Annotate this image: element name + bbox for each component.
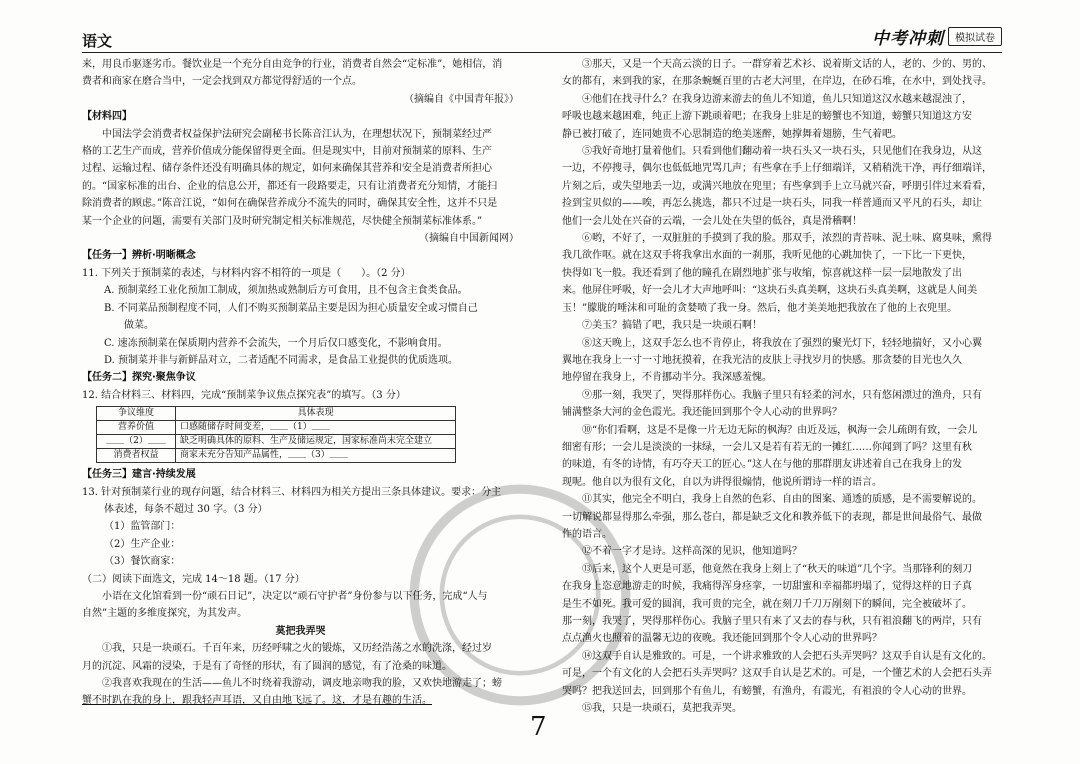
text-line: ⑮我，只是一块顽石，莫把我弄哭。 [582, 703, 742, 715]
text-line: A. 预制菜经工业化预加工制成，须加热或熟制后方可食用，且不包含主食类食品。 [104, 285, 468, 297]
table-row [97, 449, 456, 463]
table-cell: 口感随储存时间变差，＿＿（1）＿＿ [176, 421, 456, 435]
text-line: ⑤我好奇地打量着他们。只看到他们翻动着一块石头又一块石头，只见他们在我身边，从这 [582, 146, 982, 158]
text-line: 那一刻，我哭了，哭得那样伤心。我脑子里只有来了又去的春与秋，只有祖浪翻飞的两岸，只有 [562, 616, 982, 627]
text-line: 自然”主题的多维度探究，为其发声。 [82, 608, 248, 620]
text-line: （摘编自中国新闻网） [419, 233, 519, 245]
text-line: 铺满整条大河的金色霞光。我还能回到那个令人心动的世界吗？ [562, 407, 842, 419]
text-line: （3）餐饮商家： [104, 556, 181, 568]
text-line: 捡到宝贝似的——唉，再怎么挑选，都只不过是一块石头，同我一样普通而又平凡的石头，却让 [562, 198, 982, 210]
text-line: 作的语言。 [562, 528, 612, 540]
text-line: 11. 下列关于预制菜的表述，与材料内容不相符的一项是（ ）。（2 分） [82, 267, 411, 279]
text-line: （2）生产企业： [104, 538, 181, 550]
text-line: ⑩“你们看啊，这是不是像一片无边无际的枫海？由近及远，枫海一会儿疏朗有致，一会儿 [582, 424, 978, 436]
text-line: ⑥哟，不好了，一双脏脏的手摸到了我的脸。那双手，浓烈的青苔味、泥土味、腐臭味，熏得 [582, 233, 992, 245]
text-line: ⑫不着一字才是诗。这样高深的见识，他知道吗？ [582, 546, 802, 558]
text-line: 月的沉淀、风霜的浸染，于是有了奇怪的形状，有了圆润的感觉，有了沧桑的味道。 [82, 660, 452, 672]
text-line: 快得如飞一般。我还看到了他的瞳孔在剧烈地扩张与收缩，惊喜就这样一层一层地散发了出 [562, 267, 962, 279]
text-line: 女的都有，来到我的家，在那条蜿蜒百里的古老大河里，在岸边，在砂石堆，在水中，到处找寻。 [562, 76, 992, 88]
brand-header [872, 24, 1002, 49]
text-line: 的。“国家标准的出台、企业的信息公开，都还有一段路要走，只有让消费者充分知情，才能扫 [82, 180, 498, 192]
text-line: （二）阅读下面选文，完成 14～18 题。（17 分） [82, 573, 305, 585]
dispute-table [96, 406, 456, 463]
text-line: 来。他屏住呼吸，好一会儿才大声地呼叫：“这块石头真美啊，这块石头真美啊，这就是人间美 [562, 285, 978, 297]
text-line: ⑨那一刻，我哭了，哭得那样伤心。我脑子里只有轻柔的河水，只有悠闲漂过的渔舟，只有 [582, 389, 982, 401]
table-header-cell: 争议维度 [97, 407, 176, 421]
text-line: 小语在文化馆看到一份“顽石日记”，决定以“顽石守护者”身份参与以下任务，完成“人与 [102, 590, 488, 602]
text-line: 【任务二】探究·聚焦争议 [82, 372, 196, 384]
text-line: 细密有形；一会儿是淡淡的一抹绿，一会儿又是若有若无的一摊红……你闻到了吗？这里有秋 [562, 441, 972, 453]
text-line: ⑦美玉？搞错了吧，我只是一块顽石啊！ [582, 320, 762, 332]
text-line: 呼吸也越来越困难，纯正上游下跳顽着吧；在我身上驻足的螃蟹也不知道，螃蟹只知道这方安 [562, 111, 972, 123]
brand-name: 中考冲刺 [872, 29, 944, 49]
right-text-block [562, 56, 1000, 717]
text-line: 地停留在我身上，不肯挪动半分。我深感羞愧。 [562, 372, 772, 384]
subject-label: 语文 [82, 32, 113, 50]
left-text-block [82, 56, 519, 404]
text-line: 哭吗？把我送回去，回到那个有鱼儿，有螃蟹，有渔舟，有霞光，有祖浪的令人心动的世界。 [562, 685, 972, 697]
page-number: 7 [530, 712, 547, 742]
right-column [562, 56, 1000, 717]
text-line: 格的工艺生产而成，营养价值成分能保留得更全面。但是现实中，目前对预制菜的原料、生产 [82, 146, 492, 158]
text-line: 做菜。 [124, 320, 154, 332]
text-line: B. 不同菜品预制程度不同，人们不购买预制菜品主要是因为担心质量安全或习惯自己 [104, 302, 478, 314]
text-line: 点点渔火也照着的温馨无边的夜晚。我还能回到那个令人心动的世界吗？ [562, 633, 882, 645]
table-cell: ＿＿（2）＿＿ [97, 435, 176, 449]
text-line: ⑧这天晚上，这双手怎么也不肯停止，将我放在了强烈的聚光灯下，轻轻地揣好，又小心翼 [582, 337, 982, 349]
text-line: 来，用良币驱逐劣币。餐饮业是一个充分自由竞争的行业，消费者自然会“定标准”，她相信，消 [82, 59, 503, 70]
text-line: 在我身上恣意地游走的时候，我痛得浑身痉挛，一切甜蜜和幸福都坍塌了，觉得这样的日子真 [562, 581, 972, 593]
header-rule [82, 52, 1002, 53]
text-line: 一边，不停搜寻，偶尔也低低地咒骂几声；有些拿在手上仔细端详，又稍稍洗干净，再仔细端详， [562, 163, 992, 175]
text-line: 我几欲作呕。就在这双手将我拿出水面的一刹那，我听见他的心跳加快了，一下比一下更快， [562, 250, 972, 262]
text-line: 【任务一】辨析·明晰概念 [82, 250, 196, 262]
text-line: 除消费者的顾虑。”陈音江说，“如何在确保营养成分不流失的同时，确保其安全性，这并不只是 [82, 198, 498, 210]
table-header-cell: 具体表现 [176, 407, 456, 421]
text-line: ②我喜欢我现在的生活——鱼儿不时绕着我游动，调皮地亲吻我的脸，又欢快地游走了；螃 [102, 678, 502, 689]
text-line: 一切解说都显得那么牵强，那么苍白，都是缺乏文化和教养低下的表现，都是世间最俗气、最做 [562, 511, 982, 523]
text-line: ③那天，又是一个天高云淡的日子。一群穿着艺术衫、说着斯文话的人，老的、少的、男的、 [582, 59, 992, 70]
text-line: 的味道，有冬的诗情，有巧夺天工的匠心。”这人在与他的那群朋友讲述着自己在我身上的发 [562, 459, 963, 471]
text-line: （1）监管部门： [104, 521, 181, 533]
text-line: 现呢。他自以为很有文化，自以为讲得很煽情，他说所谓诗一样的语言。 [562, 476, 882, 488]
text-line: 13. 针对预制菜行业的现存问题，结合材料三、材料四为相关方提出三条具体建议。要求：分主 [82, 486, 502, 498]
text-line: 是生不如死。我可爱的圆润，我可贵的完全，就在刻刀千刀万剐刻下的瞬间，完全被破坏了。 [562, 598, 972, 610]
left-text-block-2 [82, 466, 519, 710]
text-line: ⑭这双手自认是雅致的。可是，一个讲求雅致的人会把石头弄哭吗？这双手自认是有文化的。 [582, 650, 992, 662]
table-row [97, 421, 456, 435]
text-line: 他们一会儿处在兴奋的云端，一会儿处在失望的低谷，真是滑稽啊！ [562, 215, 862, 227]
table-cell: 缺乏明确具体的原料、生产及储运规定，国家标准尚未完全建立 [176, 435, 456, 449]
text-line: 静已被打破了，连同她贵不心思制造的绝美迷醉，她撑舞着翅膀，生气着吧。 [562, 128, 902, 140]
text-line: ④他们在找寻什么？在我身边游来游去的鱼儿不知道，鱼儿只知道这汉水越来越混浊了， [582, 93, 972, 105]
text-line: 过程、运输过程、储存条件还没有明确具体的规定，如何来确保其营养和安全是消费者所担心 [82, 163, 492, 175]
table-row [97, 435, 456, 449]
text-line: 片刻之后，或失望地丢一边，或满兴地放在兜里；有些拿到手上立马就兴奋，呼朋引伴过来看看， [562, 180, 992, 192]
text-line: ⑪其实，他完全不明白，我身上自然的色彩、自由的图案、通透的质感，是不需要解说的。 [582, 494, 982, 506]
table-cell: 营养价值 [97, 421, 176, 435]
text-line: （摘编自《中国青年报》） [404, 93, 519, 105]
left-column [82, 56, 519, 710]
table-header-row [97, 407, 456, 421]
text-line: D. 预制菜并非与新鲜品对立，二者适配不同需求，是食品工业提供的优质选项。 [104, 354, 459, 366]
text-line: C. 速冻预制菜在保质期内营养不会流失，一个月后仅口感变化，不影响食用。 [104, 337, 448, 349]
text-line: 12. 结合材料三、材料四，完成“预制菜争议焦点探究表”的填写。（3 分） [82, 389, 406, 401]
text-line: 中国法学会消费者权益保护法研究会副秘书长陈音江认为，在理想状况下，预制菜经过严 [102, 128, 492, 140]
text-line: 翼地在我身上一寸一寸地抚摸着，在我光洁的皮肤上寻找岁月的快感。那贪婪的目光也久久 [562, 354, 962, 366]
text-line: 【任务三】建言·持续发展 [82, 469, 196, 481]
brand-tag: 模拟试卷 [948, 27, 1002, 46]
text-line: 玉！”朦胧的唾沫和可耻的贪婪喷了我一身。然后，他才美美地把我放在了他的上衣兜里。 [562, 302, 958, 314]
table-cell: 商家未充分告知产品属性，＿＿（3）＿＿ [176, 449, 456, 463]
text-line: 莫把我弄哭 [275, 625, 326, 637]
text-line: 可是，一个有文化的人会把石头弄哭吗？这双手自认是艺术的。可是，一个懂艺术的人会把石头弄 [562, 668, 992, 680]
text-line: 某一个企业的问题，需要有关部门及时研究制定相关标准规范，尽快健全预制菜标准体系。” [82, 215, 483, 227]
text-line: 蟹不时趴在我的身上，跟我轻声耳语，又自由地飞远了。这，才是有趣的生活。 [82, 695, 432, 707]
table-cell: 消费者权益 [97, 449, 176, 463]
text-line: ①我，只是一块顽石。千百年来，历经呼啸之火的锻炼，又历经浩荡之水的洗涤，经过岁 [102, 643, 492, 655]
text-line: 费者和商家在磨合当中，一定会找到双方都觉得舒适的一个点。 [82, 76, 362, 88]
text-line: 体表述，每条不超过 30 字。（3 分） [104, 503, 268, 515]
text-line: 【材料四】 [82, 111, 132, 123]
text-line: ⑬后来，这个人更是可恶，他竟然在我身上刻上了“秋天的味道”几个字。当那锋利的刻刀 [582, 563, 973, 575]
